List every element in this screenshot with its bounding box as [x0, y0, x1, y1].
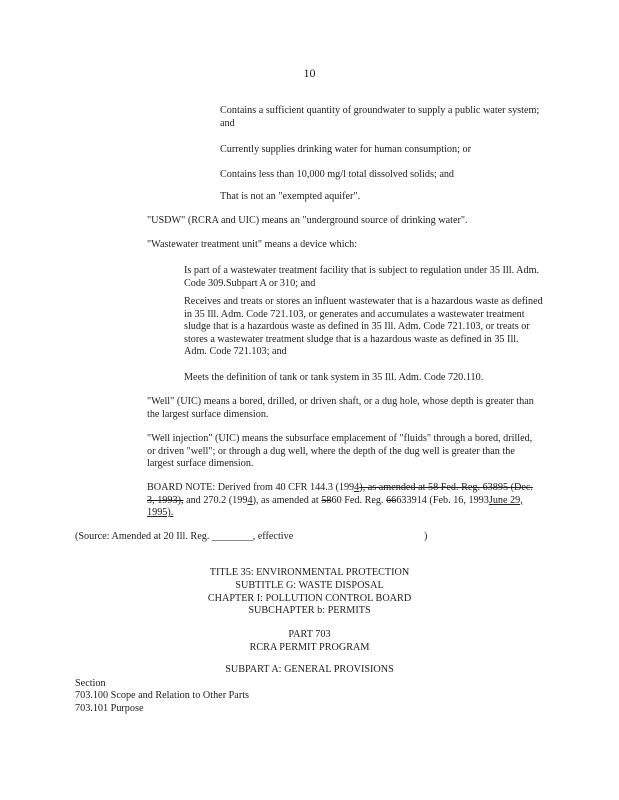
heading-part-name: RCRA PERMIT PROGRAM: [249, 642, 370, 653]
heading-chapter: CHAPTER I: POLLUTION CONTROL BOARD: [207, 593, 412, 604]
heading-title: TITLE 35: ENVIRONMENTAL PROTECTION: [209, 567, 410, 578]
definition-well-injection: [147, 433, 532, 471]
usdw-clause-1-cont: and: [220, 118, 235, 129]
wastewater-clause-2-line: stores a wastewater treatment sludge that is a hazardous waste as defined in 35 Ill.: [184, 333, 519, 345]
source-note: (Source: Amended at 20 Ill. Reg. ________, effective: [75, 531, 294, 542]
wastewater-clause-2-line: sludge that is a hazardous waste as defined in 35 Ill. Adm. Code 721.103, or treats or: [184, 321, 530, 333]
board-note: [147, 482, 533, 520]
heading-subtitle: SUBTITLE G: WASTE DISPOSAL: [235, 580, 384, 591]
definition-well: [147, 396, 534, 421]
board-note-text: BOARD NOTE: Derived from 40 CFR 144.3 (199: [147, 482, 355, 493]
usdw-clause-2: Currently supplies drinking water for human consumption; or: [220, 144, 471, 155]
toc-item: 703.100 Scope and Relation to Other Parts: [75, 690, 250, 701]
definition-well-injection-line: or driven "well"; or through a dug well, where the depth of the dug well is greater than the: [147, 445, 515, 457]
board-note-line-2: [147, 495, 533, 508]
board-note-text: 60 Fed. Reg.: [331, 494, 387, 506]
wastewater-clause-2-line: in 35 Ill. Adm. Code 721.103, or generates and accumulates a wastewater treatment: [184, 308, 525, 320]
board-note-underlined: 4: [354, 482, 360, 493]
heading-part: PART 703: [288, 629, 331, 640]
board-note-struck: ), as amended at 58 Fed. Reg. 63895 (Dec.: [359, 482, 533, 493]
toc-item: 703.101 Purpose: [75, 703, 144, 714]
wastewater-clause-2-line: Receives and treats or stores an influent wastewater that is a hazardous waste as defined: [184, 296, 543, 307]
wastewater-clause-2: [184, 296, 543, 359]
board-note-struck: 58: [321, 494, 332, 506]
board-note-struck: 66: [386, 494, 397, 506]
board-note-struck: 3, 1993),: [147, 494, 184, 506]
definition-well-injection-line: "Well injection" (UIC) means the subsurface emplacement of "fluids" through a bored, drilled,: [147, 433, 533, 444]
board-note-line-3: [147, 507, 533, 520]
toc-label: Section: [75, 678, 106, 689]
source-note-close: ): [424, 531, 428, 542]
heading-subpart: SUBPART A: GENERAL PROVISIONS: [225, 664, 394, 675]
page-number: 10: [303, 66, 316, 80]
wastewater-clause-1-line: Is part of a wastewater treatment facility that is subject to regulation under 35 Ill. Adm.: [184, 265, 540, 276]
wastewater-clause-1-line: Code 309.Subpart A or 310; and: [184, 277, 316, 289]
board-note-text: ), as amended at: [252, 494, 322, 506]
board-note-underlined: 1995).: [147, 507, 174, 519]
wastewater-clause-1: [184, 265, 539, 290]
wastewater-clause-2-line: Adm. Code 721.103; and: [184, 346, 287, 358]
board-note-underlined: 4: [247, 494, 253, 506]
definition-well-injection-line: largest surface dimension.: [147, 458, 254, 470]
heading-subchapter: SUBCHAPTER b: PERMITS: [248, 605, 371, 616]
definition-usdw: "USDW" (RCRA and UIC) means an "underground source of drinking water".: [147, 215, 468, 226]
board-note-text: and 270.2 (199: [183, 494, 248, 506]
wastewater-clause-3: Meets the definition of tank or tank system in 35 Ill. Adm. Code 720.110.: [184, 372, 484, 383]
usdw-clause-4: That is not an "exempted aquifer".: [220, 191, 361, 202]
board-note-line-1: [147, 482, 533, 495]
board-note-text: 633914 (Feb. 16, 1993: [396, 494, 489, 506]
board-note-underlined: June 29,: [488, 494, 523, 506]
definition-wastewater-unit: "Wastewater treatment unit" means a device which:: [147, 239, 358, 250]
usdw-clause-3: Contains less than 10,000 mg/l total dissolved solids; and: [220, 169, 455, 180]
definition-well-line: the largest surface dimension.: [147, 408, 269, 420]
usdw-clause-1: Contains a sufficient quantity of groundwater to supply a public water system;: [220, 105, 540, 116]
definition-well-line: "Well" (UIC) means a bored, drilled, or driven shaft, or a dug hole, whose depth is greater than: [147, 396, 534, 407]
